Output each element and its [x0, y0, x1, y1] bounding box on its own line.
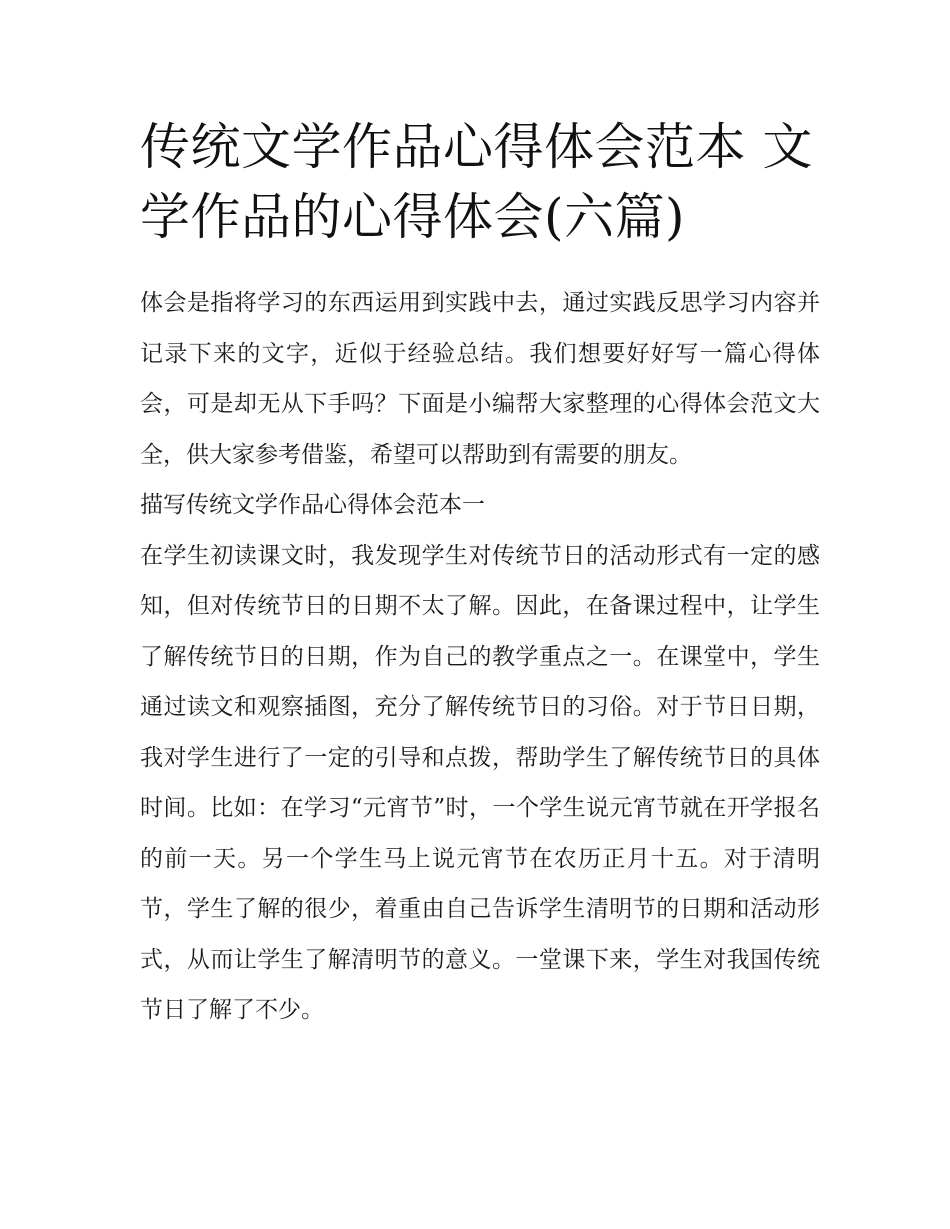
section-heading: 描写传统文学作品心得体会范本一	[140, 492, 485, 518]
document-title: 传统文学作品心得体会范本 文学作品的心得体会(六篇)	[140, 118, 813, 246]
document-page	[140, 112, 820, 1036]
section-paragraph: 在学生初读课文时，我发现学生对传统节日的活动形式有一定的感知，但对传统节日的日期不太了解。因此，在备课过程中，让学生了解传统节日的日期，作为自己的教学重点之一。在课堂中，学生通过读文和观察插图，充分了解传统节日的习俗。对于节日日期，我对学生进行了一定的引导和点拨，帮助学生了解传统节日的具体时间。比如：在学习“元宵节”时，一个学生说元宵节就在开学报名的前一天。另一个学生马上说元宵节在农历正月十五。对于清明节，学生了解的很少，着重由自己告诉学生清明节的日期和活动形式，从而让学生了解清明节的意义。一堂课下来，学生对我国传统节日了解了不少。	[140, 542, 820, 1023]
document-content	[140, 278, 820, 1036]
intro-paragraph: 体会是指将学习的东西运用到实践中去，通过实践反思学习内容并记录下来的文字，近似于经验总结。我们想要好好写一篇心得体会，可是却无从下手吗？下面是小编帮大家整理的心得体会范文大全，供大家参考借鉴，希望可以帮助到有需要的朋友。	[140, 290, 820, 468]
